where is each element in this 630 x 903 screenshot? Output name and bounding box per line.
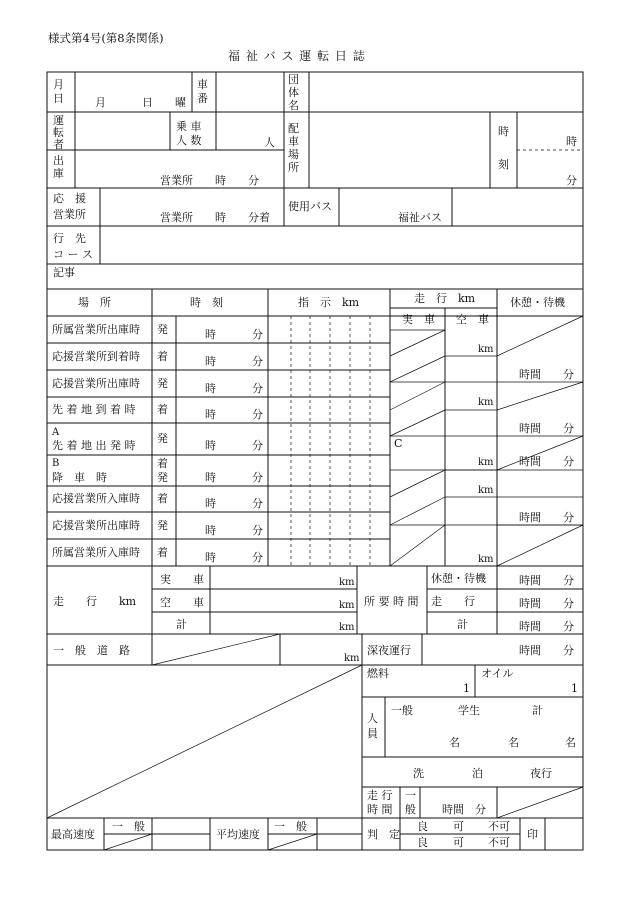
support-office-label-1: 応 援 [53,192,86,205]
log-row [52,545,263,564]
month-day-label-2: 日 [53,92,64,105]
minute-unit: 分 [566,174,577,187]
run-time-label-2: 時 間 [367,803,393,816]
ippan-v-1: 一 [405,789,416,802]
km-mark-5: km [478,554,494,565]
log-row [52,402,263,421]
total-hours: 時間 分 [519,620,574,633]
kind-label: 発 [157,432,168,445]
rest-hours: 時間 分 [519,574,574,587]
passengers-label-1: 乗 車 [176,120,202,133]
place-label: 降 車 時 [52,471,107,484]
place-a-label: A [52,427,60,438]
total3-label: 計 [532,704,543,717]
log-row [52,322,263,341]
date-weekday: 曜 [175,96,186,109]
actual-label: 実 車 [160,573,204,586]
depart-label-1: 出 [53,154,64,167]
persons-unit: 人 [264,136,275,149]
mei-3: 名 [565,736,576,749]
fuel-label: 燃料 [367,667,389,680]
judge-bad-1: 不可 [488,820,510,833]
hour-label: 時 [205,408,216,421]
kind2-label: 発 [157,471,168,484]
bus-used-label: 使用バス [288,200,332,213]
log-row [52,349,263,368]
min-label: 分 [252,382,263,395]
car-no-label-2: 番 [197,92,208,105]
judge-good-1: 良 [417,820,428,833]
night-run-hours: 時間 分 [519,644,574,657]
col-empty: 空 車 [456,313,489,326]
c-mark: C [394,437,403,450]
date-day: 日 [142,96,153,109]
log-row [52,491,263,510]
night-label: 夜行 [530,767,552,780]
min-label: 分 [252,408,263,421]
place-label: 所属営業所出庫時 [52,323,140,336]
judge-bad-2: 不可 [488,836,510,849]
km-total: km [339,622,355,633]
km-empty: km [339,600,355,611]
general-road-km: km [344,653,360,664]
kind-label: 着 [157,403,168,416]
kind-label: 着 [157,492,168,505]
stay-label: 泊 [472,767,483,780]
oil-value: 1 [571,682,578,695]
log-row [51,427,263,452]
km-actual: km [339,577,355,588]
place-b-label: B [52,458,60,469]
destination-label-1: 行 先 [53,232,86,245]
place-label: 応援営業所到着時 [52,350,140,363]
kind-label: 発 [157,323,168,336]
passengers-label-2: 人 数 [176,134,202,147]
log-row [52,376,263,395]
date-month: 月 [95,96,106,109]
depart-office-time: 営業所 時 分 [160,174,259,187]
driver-label-1: 運 [53,114,64,127]
col-rest: 休憩・待機 [510,296,565,309]
driver-label-3: 者 [53,138,64,151]
welfare-bus-label: 福祉バス [398,211,442,224]
general-road-label: 一 般 道 路 [53,644,130,657]
form-number: 様式第4号(第8条関係) [48,31,164,45]
seal-label: 印 [527,828,538,841]
avg-speed-ippan: 一 般 [274,820,307,833]
dispatch-label-1: 配 [288,122,299,135]
dispatch-label-2: 車 [288,135,299,148]
kind-label: 発 [157,519,168,532]
group-name-label-1: 団 [288,73,299,86]
hour-label: 時 [205,355,216,368]
fuel-value: 1 [463,682,470,695]
wash-label: 洗 [413,767,424,780]
rest-time-1: 時間 分 [519,368,574,381]
hour-label: 時 [205,471,216,484]
total-label: 計 [176,618,187,631]
student-label: 学生 [458,704,480,717]
col-instruct: 指 示 km [298,296,360,309]
min-label: 分 [252,471,263,484]
judge-label: 判 定 [367,828,400,841]
hour-label: 時 [205,328,216,341]
km-mark-2: km [478,397,494,408]
support-office-label-2: 営業所 [53,208,86,221]
form-title: 福 祉 バ ス 運 転 日 誌 [228,49,366,63]
hour-label: 時 [205,439,216,452]
people-label-1: 人 [367,712,378,725]
avg-speed-label: 平均速度 [216,828,260,841]
max-speed-ippan: 一 般 [112,820,145,833]
group-name-label-2: 体 [288,86,299,99]
hour-unit: 時 [566,135,577,148]
km-mark-1: km [478,344,494,355]
oil-label: オイル [481,667,514,680]
dispatch-label-3: 場 [288,148,299,161]
kind-label: 着 [157,350,168,363]
place-label: 先 着 地 出 発 時 [52,439,136,452]
place-label: 応援営業所出庫時 [52,519,140,532]
log-row [52,456,263,484]
mei-1: 名 [449,736,460,749]
hour-label: 時 [205,497,216,510]
run-time-label-1: 走 行 [367,789,393,802]
hour-label: 時 [205,551,216,564]
support-office-time: 営業所 時 分着 [160,211,270,224]
notes-label: 記事 [53,266,75,279]
driver-label-2: 転 [53,126,64,139]
depart-label-2: 庫 [53,167,64,180]
destination-label-2: コ ー ス [53,248,93,261]
hour-label: 時 [205,524,216,537]
hour-label: 時 [205,382,216,395]
running-total-label: 走 行 km [53,595,137,608]
min-label: 分 [252,497,263,510]
judge-ok-2: 可 [453,836,464,849]
required-time-label: 所 要 時 間 [364,595,419,608]
total2-label: 計 [457,618,468,631]
rest-time-4: 時間 分 [519,511,574,524]
col-place: 場 所 [78,296,111,309]
place-label: 所属営業所入庫時 [52,546,140,559]
min-label: 分 [252,551,263,564]
people-label-2: 員 [367,727,378,740]
place-label: 先 着 地 到 着 時 [52,403,136,416]
km-mark-4: km [478,485,494,496]
min-label: 分 [252,328,263,341]
ippan-label: 一般 [391,704,413,717]
mei-2: 名 [508,736,519,749]
run-label: 走 行 [431,595,475,608]
night-run-label: 深夜運行 [367,644,411,657]
kind-label: 着 [157,546,168,559]
run-hours: 時間 分 [519,597,574,610]
col-actual: 実 車 [402,313,435,326]
rest-label: 休憩・待機 [431,572,486,585]
form-frame [47,72,583,850]
min-label: 分 [252,439,263,452]
log-row [52,518,263,537]
max-speed-label: 最高速度 [51,828,95,841]
kind-label: 着 [157,457,168,470]
kind-label: 発 [157,377,168,390]
time-label-1: 時 [498,125,509,138]
car-no-label-1: 車 [197,78,208,91]
rest-time-3: 時間 分 [519,455,574,468]
judge-ok-1: 可 [453,820,464,833]
col-time: 時 刻 [190,296,223,309]
place-label: 応援営業所入庫時 [52,492,140,505]
min-label: 分 [252,355,263,368]
run-general-hours: 時間 分 [442,803,486,816]
km-mark-3: km [478,457,494,468]
col-running: 走 行 km [414,292,476,305]
group-name-label-3: 名 [288,99,299,112]
month-day-label-1: 月 [53,78,64,91]
time-label-2: 刻 [498,158,509,171]
rest-time-2: 時間 分 [519,422,574,435]
judge-good-2: 良 [417,836,428,849]
empty-label: 空 車 [160,596,204,609]
place-label: 応援営業所出庫時 [52,377,140,390]
ippan-v-2: 般 [405,803,416,816]
dispatch-label-4: 所 [288,161,299,174]
min-label: 分 [252,524,263,537]
